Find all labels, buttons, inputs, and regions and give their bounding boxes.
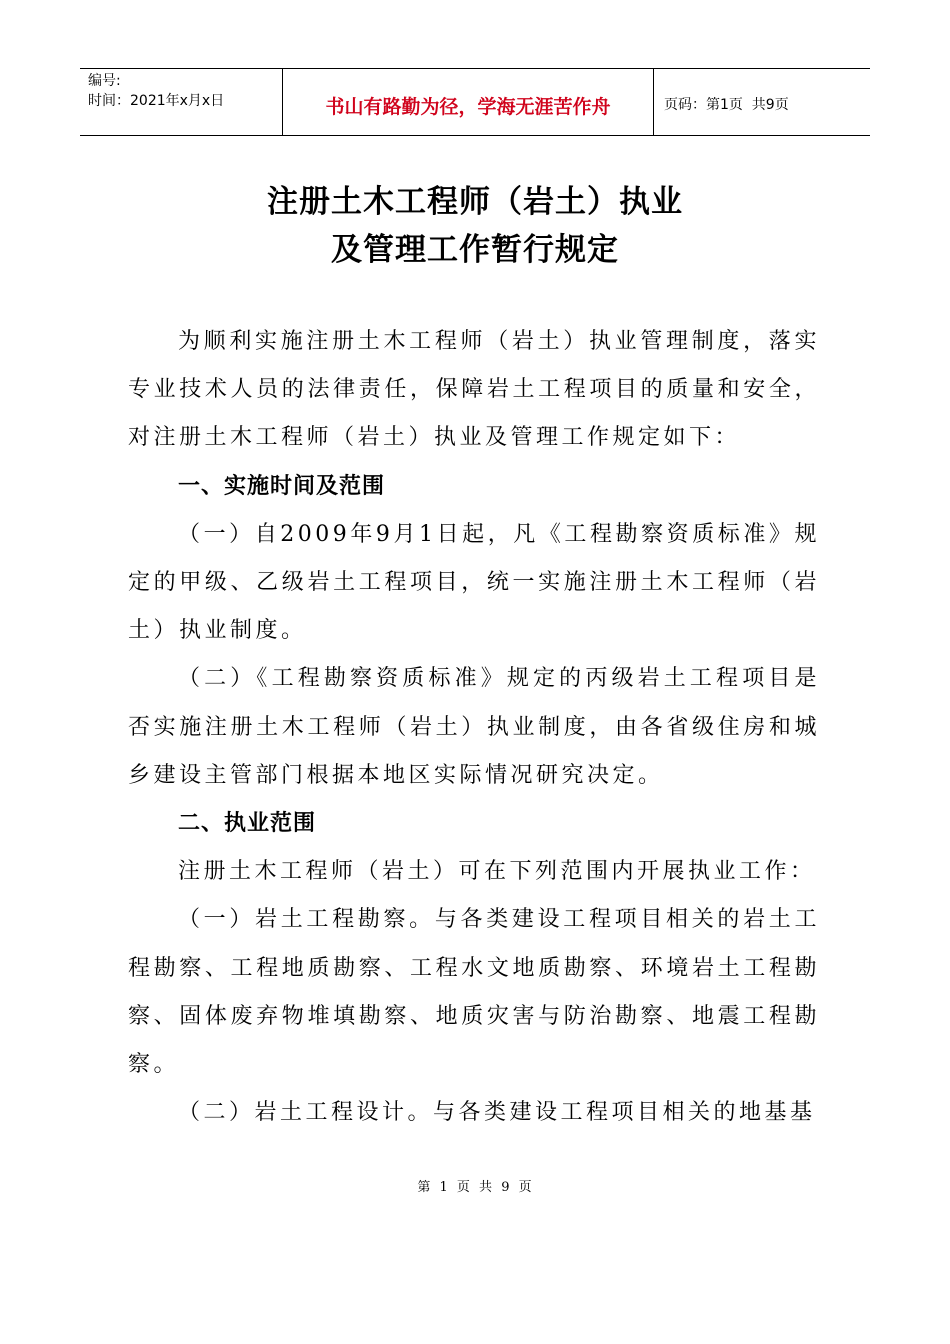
header-motto — [282, 69, 654, 135]
paragraph-2-2: （二）岩土工程设计。与各类建设工程项目相关的地基基 — [178, 1100, 816, 1126]
page-footer — [0, 1176, 950, 1195]
section-heading-2: 二、执业范围 — [178, 811, 317, 837]
header-meta — [80, 69, 282, 135]
document-number-label: 编号: — [88, 73, 121, 89]
paragraph-1-1: （一）自2009年9月1日起，凡《工程勘察资质标准》规定的甲级、乙级岩土工程项目，统一实施注册土木工程师（岩土）执业制度。 — [128, 521, 820, 644]
header-table — [80, 68, 870, 136]
paragraph-2-1: （一）岩土工程勘察。与各类建设工程项目相关的岩土工程勘察、工程地质勘察、工程水文地质勘察、环境岩土工程勘察、固体废弃物堆填勘察、地质灾害与防治勘察、地震工程勘察。 — [128, 907, 820, 1078]
page-code-text: 页码：第1页 共9页 — [664, 97, 789, 113]
section-heading-1: 一、实施时间及范围 — [178, 473, 386, 499]
paragraph-2-intro: 注册土木工程师（岩土）可在下列范围内开展执业工作： — [178, 859, 816, 885]
document-title-line-2: 及管理工作暂行规定 — [331, 232, 619, 268]
motto-text: 书山有路勤为径，学海无涯苦作舟 — [325, 95, 611, 118]
footer-page-indicator: 第 1 页 共 9 页 — [417, 1180, 533, 1195]
document-time-label: 时间：2021年x月x日 — [88, 93, 225, 109]
document-body — [128, 318, 820, 1137]
header-page-code — [654, 69, 870, 135]
intro-paragraph: 为顺利实施注册土木工程师（岩土）执业管理制度，落实专业技术人员的法律责任，保障岩土工程项目的质量和安全，对注册土木工程师（岩土）执业及管理工作规定如下： — [128, 329, 820, 451]
paragraph-1-2: （二）《工程勘察资质标准》规定的丙级岩土工程项目是否实施注册土木工程师（岩土）执业制度，由各省级住房和城乡建设主管部门根据本地区实际情况研究决定。 — [128, 666, 820, 788]
document-title-line-1: 注册土木工程师（岩土）执业 — [267, 184, 683, 220]
